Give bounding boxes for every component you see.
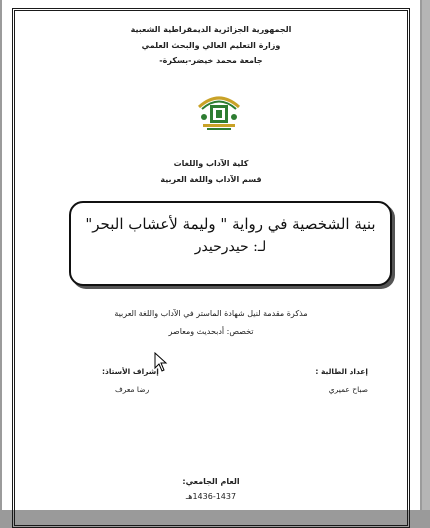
department-name: قسم الآداب واللغة العربية (160, 175, 262, 184)
thesis-title-box (69, 201, 392, 286)
academic-year-value: 1436-1437هـ (185, 492, 237, 501)
supervisor-name: رضا معرف (115, 385, 150, 394)
header-republic: الجمهورية الجزائرية الديمقراطية الشعبية (130, 25, 292, 34)
supervisor-label: إشراف الأستاذ: (102, 367, 159, 376)
student-name: صباح عميري (328, 385, 368, 394)
memo-purpose: مذكرة مقدمة لنيل شهادة الماستر في الآداب واللغة العربية (114, 309, 308, 318)
header-university: جامعة محمد خيضر-بسكرة- (159, 56, 263, 65)
thesis-title: بنية الشخصية في رواية " وليمة لأعشاب البحر" (85, 215, 376, 233)
novel-author: لـ: حيدرحيدر (194, 239, 267, 255)
student-label: إعداد الطالبة : (315, 367, 368, 376)
document-page (2, 0, 420, 510)
header-ministry: وزارة التعليم العالي والبحث العلمي (141, 41, 281, 50)
faculty-name: كلية الآداب واللغات (173, 159, 249, 168)
mouse-pointer-icon (154, 352, 168, 372)
university-seal-icon (193, 87, 245, 135)
academic-year-label: العام الجامعي: (182, 477, 240, 486)
vertical-scrollbar[interactable] (422, 0, 430, 510)
memo-specialty: تخصص: أدبحديث ومعاصر (168, 327, 254, 336)
